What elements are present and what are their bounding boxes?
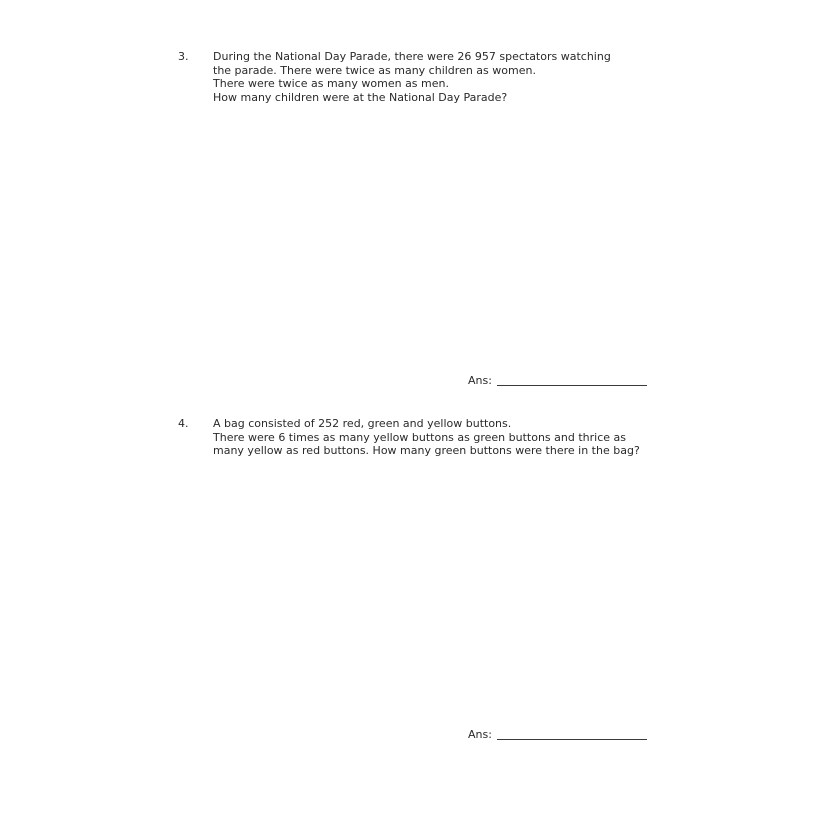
answer-4 [468,728,648,742]
question-line: During the National Day Parade, there were 26 957 spectators watching [213,50,611,63]
question-line: many yellow as red buttons. How many green buttons were there in the bag? [213,444,640,458]
answer-blank-line[interactable] [497,385,647,386]
question-line: the parade. There were twice as many children as women. [213,63,536,77]
answer-blank-line[interactable] [497,739,647,740]
question-text [213,417,653,458]
question-number: 4. [178,417,189,430]
question-line: A bag consisted of 252 red, green and yellow buttons. [213,417,512,430]
answer-3 [468,374,648,388]
answer-label: Ans: [468,374,492,387]
question-line: There were 6 times as many yellow buttons as green buttons and thrice as [213,430,626,444]
question-line: There were twice as many women as men. [213,77,449,91]
question-number: 3. [178,50,189,63]
question-line: How many children were at the National Day Parade? [213,91,508,105]
answer-label: Ans: [468,728,492,741]
question-text [213,50,653,105]
